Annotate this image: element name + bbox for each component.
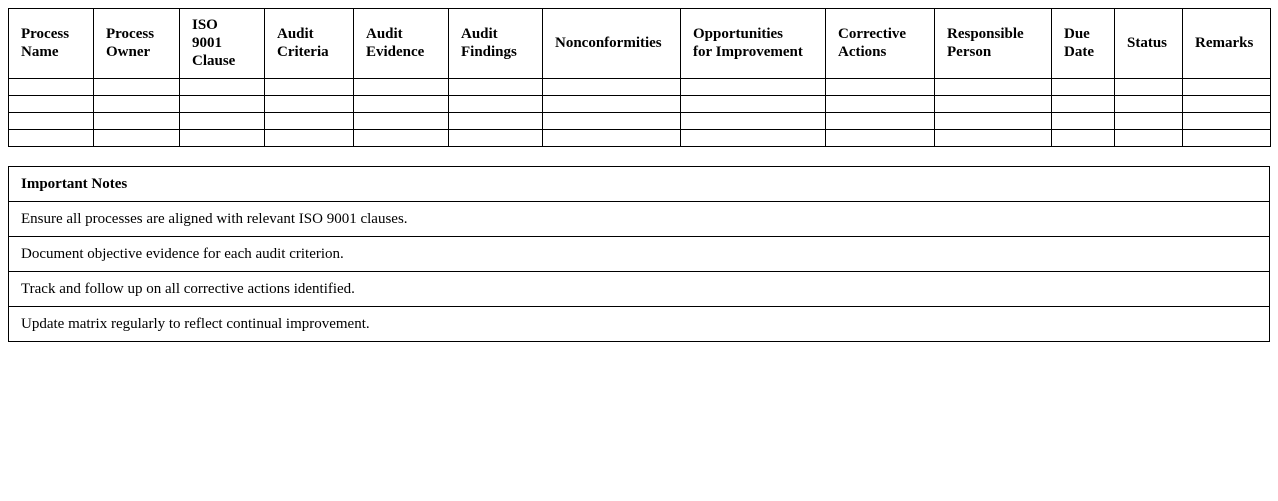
table-row xyxy=(9,130,1271,147)
table-cell[interactable] xyxy=(265,113,354,130)
column-header-line: Person xyxy=(947,44,992,60)
column-header-line: for Improvement xyxy=(693,44,803,60)
table-cell[interactable] xyxy=(1183,96,1271,113)
column-header-line: Audit xyxy=(461,26,498,42)
table-cell[interactable] xyxy=(265,79,354,96)
note-row xyxy=(9,237,1270,272)
table-cell[interactable] xyxy=(543,113,681,130)
column-header-line: Audit xyxy=(366,26,403,42)
column-header xyxy=(935,9,1052,79)
table-cell[interactable] xyxy=(826,79,935,96)
column-header xyxy=(1052,9,1115,79)
column-header-line: ISO xyxy=(192,17,218,33)
column-header-line: Findings xyxy=(461,44,517,60)
table-cell[interactable] xyxy=(826,130,935,147)
note-text: Track and follow up on all corrective actions identified. xyxy=(9,272,1270,307)
column-header xyxy=(1115,9,1183,79)
column-header-line: Status xyxy=(1127,35,1168,51)
table-cell[interactable] xyxy=(1052,113,1115,130)
table-cell[interactable] xyxy=(9,96,94,113)
column-header-line: Process xyxy=(21,26,70,42)
column-header-line: Nonconformities xyxy=(555,35,662,51)
column-header xyxy=(94,9,180,79)
table-cell[interactable] xyxy=(449,79,543,96)
table-cell[interactable] xyxy=(1115,79,1183,96)
column-header xyxy=(9,9,94,79)
column-header xyxy=(449,9,543,79)
column-header-line: 9001 xyxy=(192,35,222,51)
table-cell[interactable] xyxy=(354,96,449,113)
column-header xyxy=(681,9,826,79)
table-cell[interactable] xyxy=(180,79,265,96)
table-cell[interactable] xyxy=(265,96,354,113)
table-cell[interactable] xyxy=(1115,113,1183,130)
header-row xyxy=(9,9,1271,79)
column-header-line: Remarks xyxy=(1195,35,1254,51)
table-cell[interactable] xyxy=(94,113,180,130)
column-header xyxy=(1183,9,1271,79)
table-cell[interactable] xyxy=(543,79,681,96)
column-header-line: Name xyxy=(21,44,59,60)
table-cell[interactable] xyxy=(9,113,94,130)
table-cell[interactable] xyxy=(180,130,265,147)
table-cell[interactable] xyxy=(449,130,543,147)
table-cell[interactable] xyxy=(9,130,94,147)
column-header-line: Opportunities xyxy=(693,26,784,42)
column-header xyxy=(354,9,449,79)
table-cell[interactable] xyxy=(1183,130,1271,147)
table-cell[interactable] xyxy=(180,96,265,113)
table-cell[interactable] xyxy=(1052,130,1115,147)
note-text: Document objective evidence for each audit criterion. xyxy=(9,237,1270,272)
audit-matrix-table xyxy=(8,8,1271,147)
column-header-line: Audit xyxy=(277,26,314,42)
column-header-line: Owner xyxy=(106,44,151,60)
table-cell[interactable] xyxy=(681,96,826,113)
column-header xyxy=(543,9,681,79)
table-cell[interactable] xyxy=(681,79,826,96)
column-header-line: Responsible xyxy=(947,26,1024,42)
notes-title: Important Notes xyxy=(9,167,1270,202)
table-cell[interactable] xyxy=(94,130,180,147)
table-cell[interactable] xyxy=(1115,130,1183,147)
column-header-line: Clause xyxy=(192,53,236,69)
notes-title-row xyxy=(9,167,1270,202)
column-header-line: Date xyxy=(1064,44,1094,60)
table-cell[interactable] xyxy=(354,113,449,130)
note-text: Update matrix regularly to reflect continual improvement. xyxy=(9,307,1270,342)
table-cell[interactable] xyxy=(681,113,826,130)
table-cell[interactable] xyxy=(935,113,1052,130)
table-cell[interactable] xyxy=(1052,96,1115,113)
table-cell[interactable] xyxy=(94,79,180,96)
table-row xyxy=(9,113,1271,130)
audit-matrix-header xyxy=(9,9,1271,79)
column-header-line: Due xyxy=(1064,26,1090,42)
table-cell[interactable] xyxy=(543,96,681,113)
column-header-line: Process xyxy=(106,26,155,42)
table-cell[interactable] xyxy=(1052,79,1115,96)
table-cell[interactable] xyxy=(449,96,543,113)
table-cell[interactable] xyxy=(935,130,1052,147)
table-row xyxy=(9,79,1271,96)
column-header xyxy=(265,9,354,79)
audit-matrix-body xyxy=(9,79,1271,147)
table-cell[interactable] xyxy=(354,79,449,96)
note-row xyxy=(9,307,1270,342)
table-cell[interactable] xyxy=(449,113,543,130)
table-cell[interactable] xyxy=(265,130,354,147)
table-cell[interactable] xyxy=(1115,96,1183,113)
table-cell[interactable] xyxy=(94,96,180,113)
table-cell[interactable] xyxy=(935,96,1052,113)
column-header xyxy=(826,9,935,79)
table-cell[interactable] xyxy=(1183,79,1271,96)
table-cell[interactable] xyxy=(681,130,826,147)
table-cell[interactable] xyxy=(826,113,935,130)
table-cell[interactable] xyxy=(354,130,449,147)
table-cell[interactable] xyxy=(180,113,265,130)
column-header-line: Evidence xyxy=(366,44,425,60)
note-row xyxy=(9,202,1270,237)
table-cell[interactable] xyxy=(935,79,1052,96)
important-notes-table xyxy=(8,166,1270,342)
table-cell[interactable] xyxy=(9,79,94,96)
table-row xyxy=(9,96,1271,113)
table-cell[interactable] xyxy=(1183,113,1271,130)
column-header xyxy=(180,9,265,79)
table-cell[interactable] xyxy=(543,130,681,147)
note-text: Ensure all processes are aligned with relevant ISO 9001 clauses. xyxy=(9,202,1270,237)
column-header-line: Corrective xyxy=(838,26,907,42)
column-header-line: Actions xyxy=(838,44,887,60)
column-header-line: Criteria xyxy=(277,44,329,60)
table-cell[interactable] xyxy=(826,96,935,113)
note-row xyxy=(9,272,1270,307)
